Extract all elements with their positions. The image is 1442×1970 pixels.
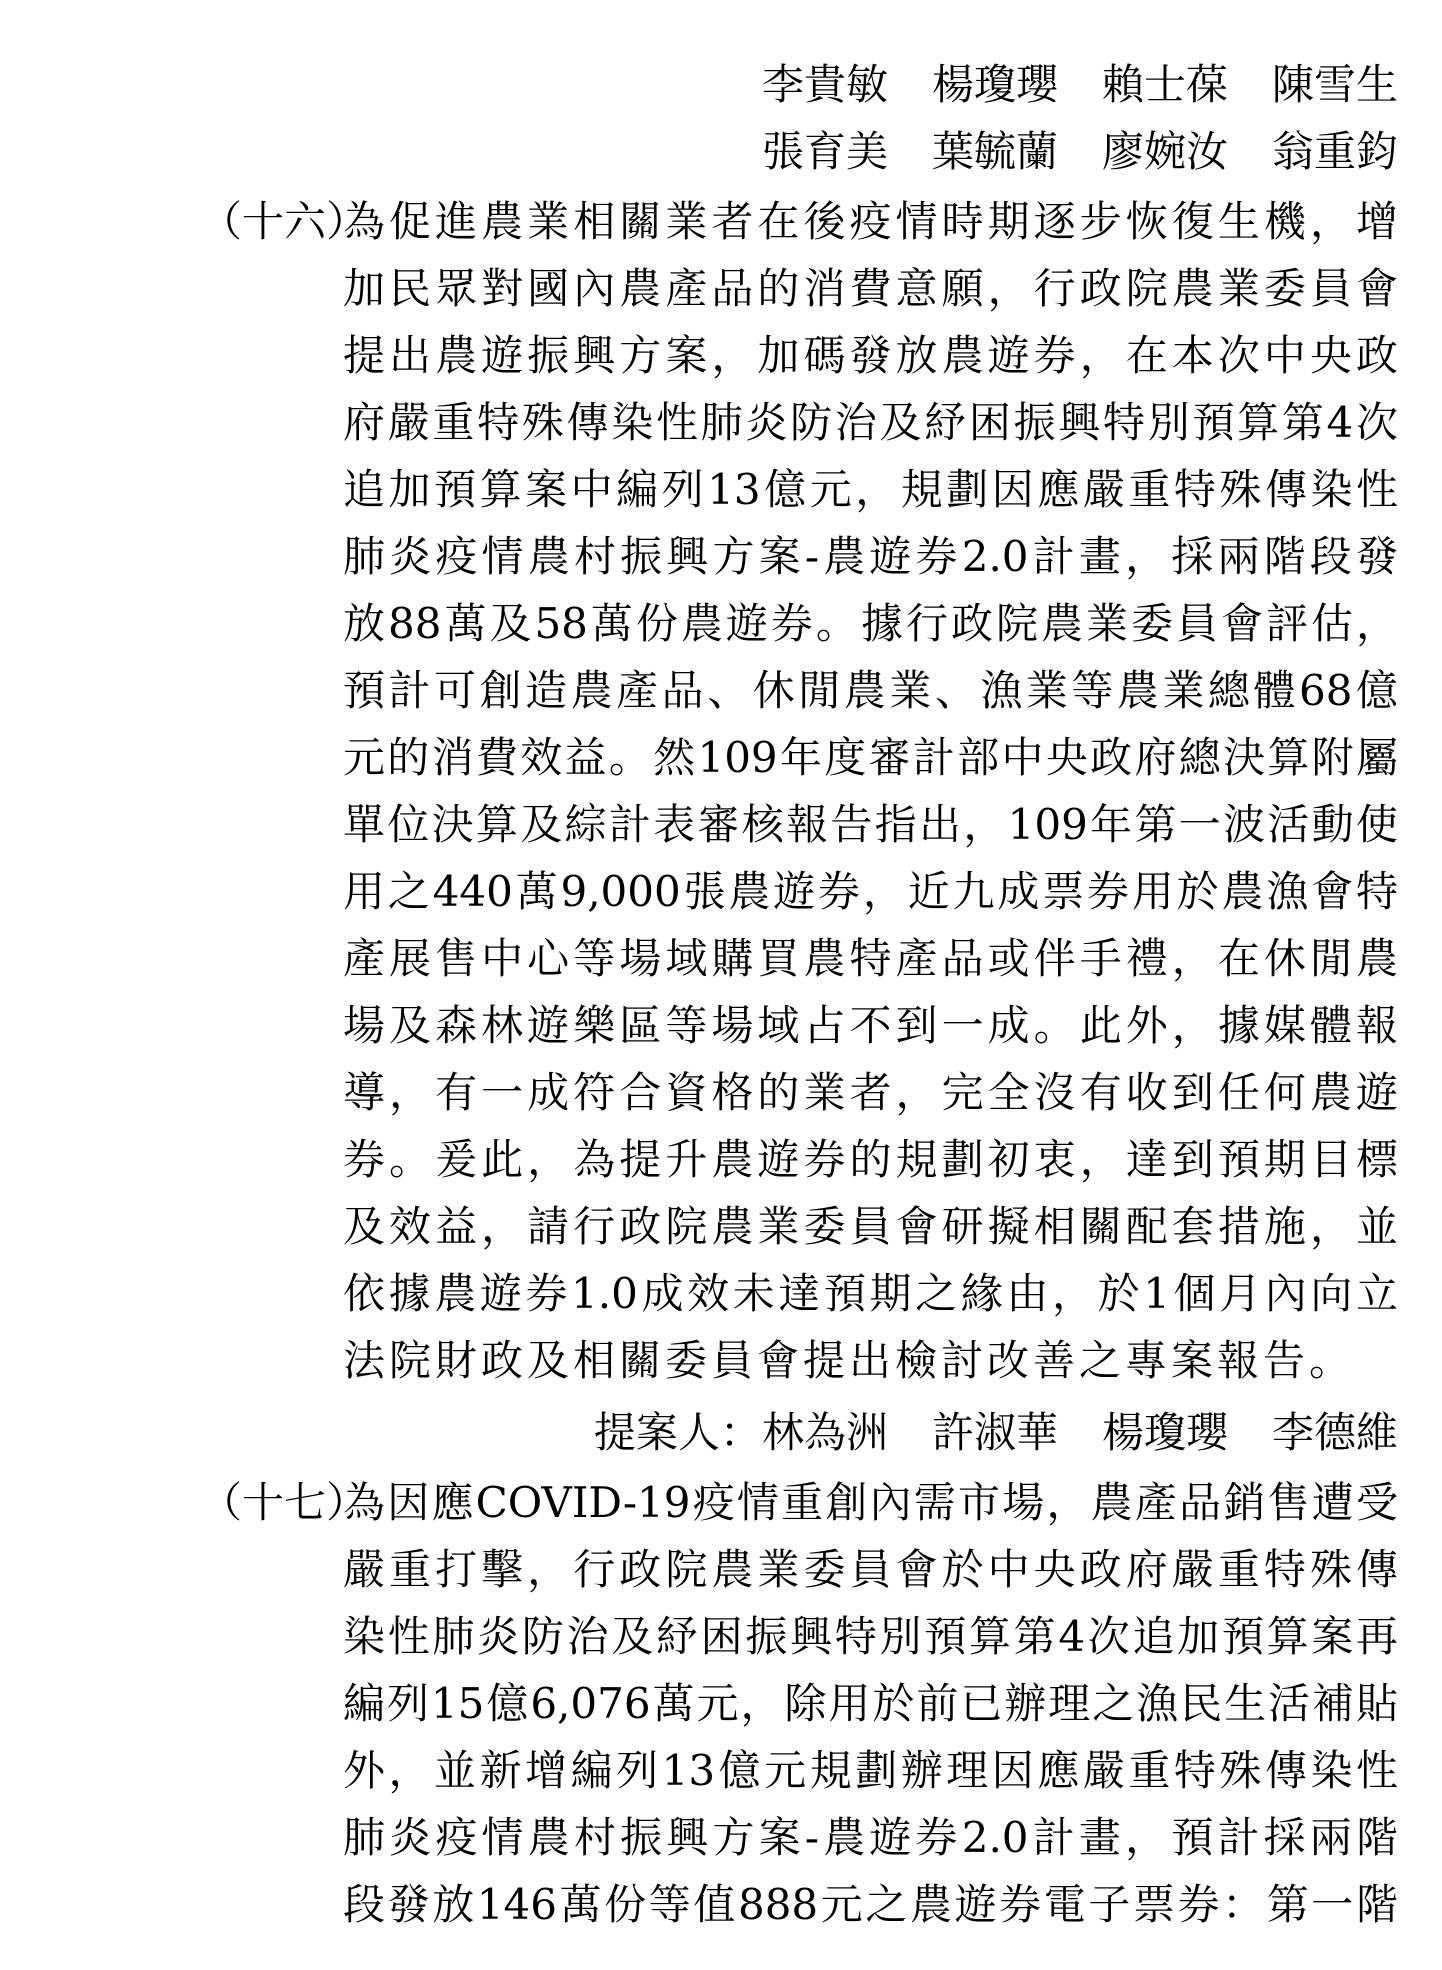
proposer-name: 林為洲 (761, 1408, 888, 1457)
item-17-line: 肺炎疫情農村振興方案-農遊券2.0計畫，預計採兩階 (343, 1813, 1398, 1862)
item-16-line: 肺炎疫情農村振興方案-農遊券2.0計畫，採兩階段發 (343, 532, 1398, 581)
item-17-line: 編列15億6,076萬元，除用於前已辦理之漁民生活補貼 (343, 1679, 1398, 1728)
item-16-line: 法院財政及相關委員會提出檢討改善之專案報告。 (343, 1336, 1356, 1385)
item-17-line: 外，並新增編列13億元規劃辦理因應嚴重特殊傳染性 (343, 1746, 1398, 1795)
item-16-line: 追加預算案中編列13億元，規劃因應嚴重特殊傳染性 (343, 465, 1398, 514)
item-16-line: 加民眾對國內農產品的消費意願，行政院農業委員會 (343, 264, 1398, 313)
proposer-label: 提案人： (593, 1408, 762, 1457)
item-16-line: 為促進農業相關業者在後疫情時期逐步恢復生機，增 (343, 197, 1398, 246)
signatory-name: 賴士葆 (1101, 60, 1228, 109)
item-16-line: 預計可創造農產品、休閒農業、漁業等農業總體68億 (343, 666, 1398, 715)
item-16-line: 放88萬及58萬份農遊券。據行政院農業委員會評估， (343, 599, 1398, 648)
proposer-name: 李德維 (1271, 1408, 1398, 1457)
item-16-line: 場及森林遊樂區等場域占不到一成。此外，據媒體報 (343, 1001, 1398, 1050)
item-16-line: 導，有一成符合資格的業者，完全沒有收到任何農遊 (343, 1068, 1398, 1117)
item-17-number: （十七） (200, 1478, 369, 1527)
signatory-name: 葉毓蘭 (931, 127, 1058, 176)
item-16-line: 依據農遊券1.0成效未達預期之緣由，於1個月內向立 (343, 1269, 1398, 1318)
signatory-name: 楊瓊瓔 (931, 60, 1058, 109)
item-16-line: 用之440萬9,000張農遊券，近九成票券用於農漁會特 (343, 867, 1398, 916)
item-16-line: 券。爰此，為提升農遊券的規劃初衷，達到預期目標 (343, 1135, 1398, 1184)
item-17-line: 染性肺炎防治及紓困振興特別預算第4次追加預算案再 (343, 1612, 1398, 1661)
item-17-line: 段發放146萬份等值888元之農遊券電子票券：第一階 (343, 1880, 1398, 1929)
item-16-line: 單位決算及綜計表審核報告指出，109年第一波活動使 (343, 800, 1398, 849)
item-16-line: 及效益，請行政院農業委員會研擬相關配套措施，並 (343, 1202, 1398, 1251)
signatory-name: 李貴敏 (761, 60, 888, 109)
signatory-name: 廖婉汝 (1101, 127, 1228, 176)
item-17-line: 為因應COVID-19疫情重創內需市場，農產品銷售遭受 (343, 1478, 1398, 1527)
item-16-line: 府嚴重特殊傳染性肺炎防治及紓困振興特別預算第4次 (343, 398, 1398, 447)
proposer-name: 許淑華 (931, 1408, 1058, 1457)
item-16-line: 產展售中心等場域購買農特產品或伴手禮，在休閒農 (343, 934, 1398, 983)
proposer-name: 楊瓊瓔 (1101, 1408, 1228, 1457)
item-16-line: 提出農遊振興方案，加碼發放農遊券，在本次中央政 (343, 331, 1398, 380)
item-17-line: 嚴重打擊，行政院農業委員會於中央政府嚴重特殊傳 (343, 1545, 1398, 1594)
signatory-row-2 (762, 122, 1398, 182)
signatory-row-1 (762, 55, 1398, 115)
signatory-name: 張育美 (761, 127, 888, 176)
signatory-name: 陳雪生 (1271, 60, 1398, 109)
proposer-row (594, 1403, 1398, 1463)
signatory-name: 翁重鈞 (1271, 127, 1398, 176)
item-16-number: （十六） (200, 197, 369, 246)
item-16-line: 元的消費效益。然109年度審計部中央政府總決算附屬 (343, 733, 1398, 782)
